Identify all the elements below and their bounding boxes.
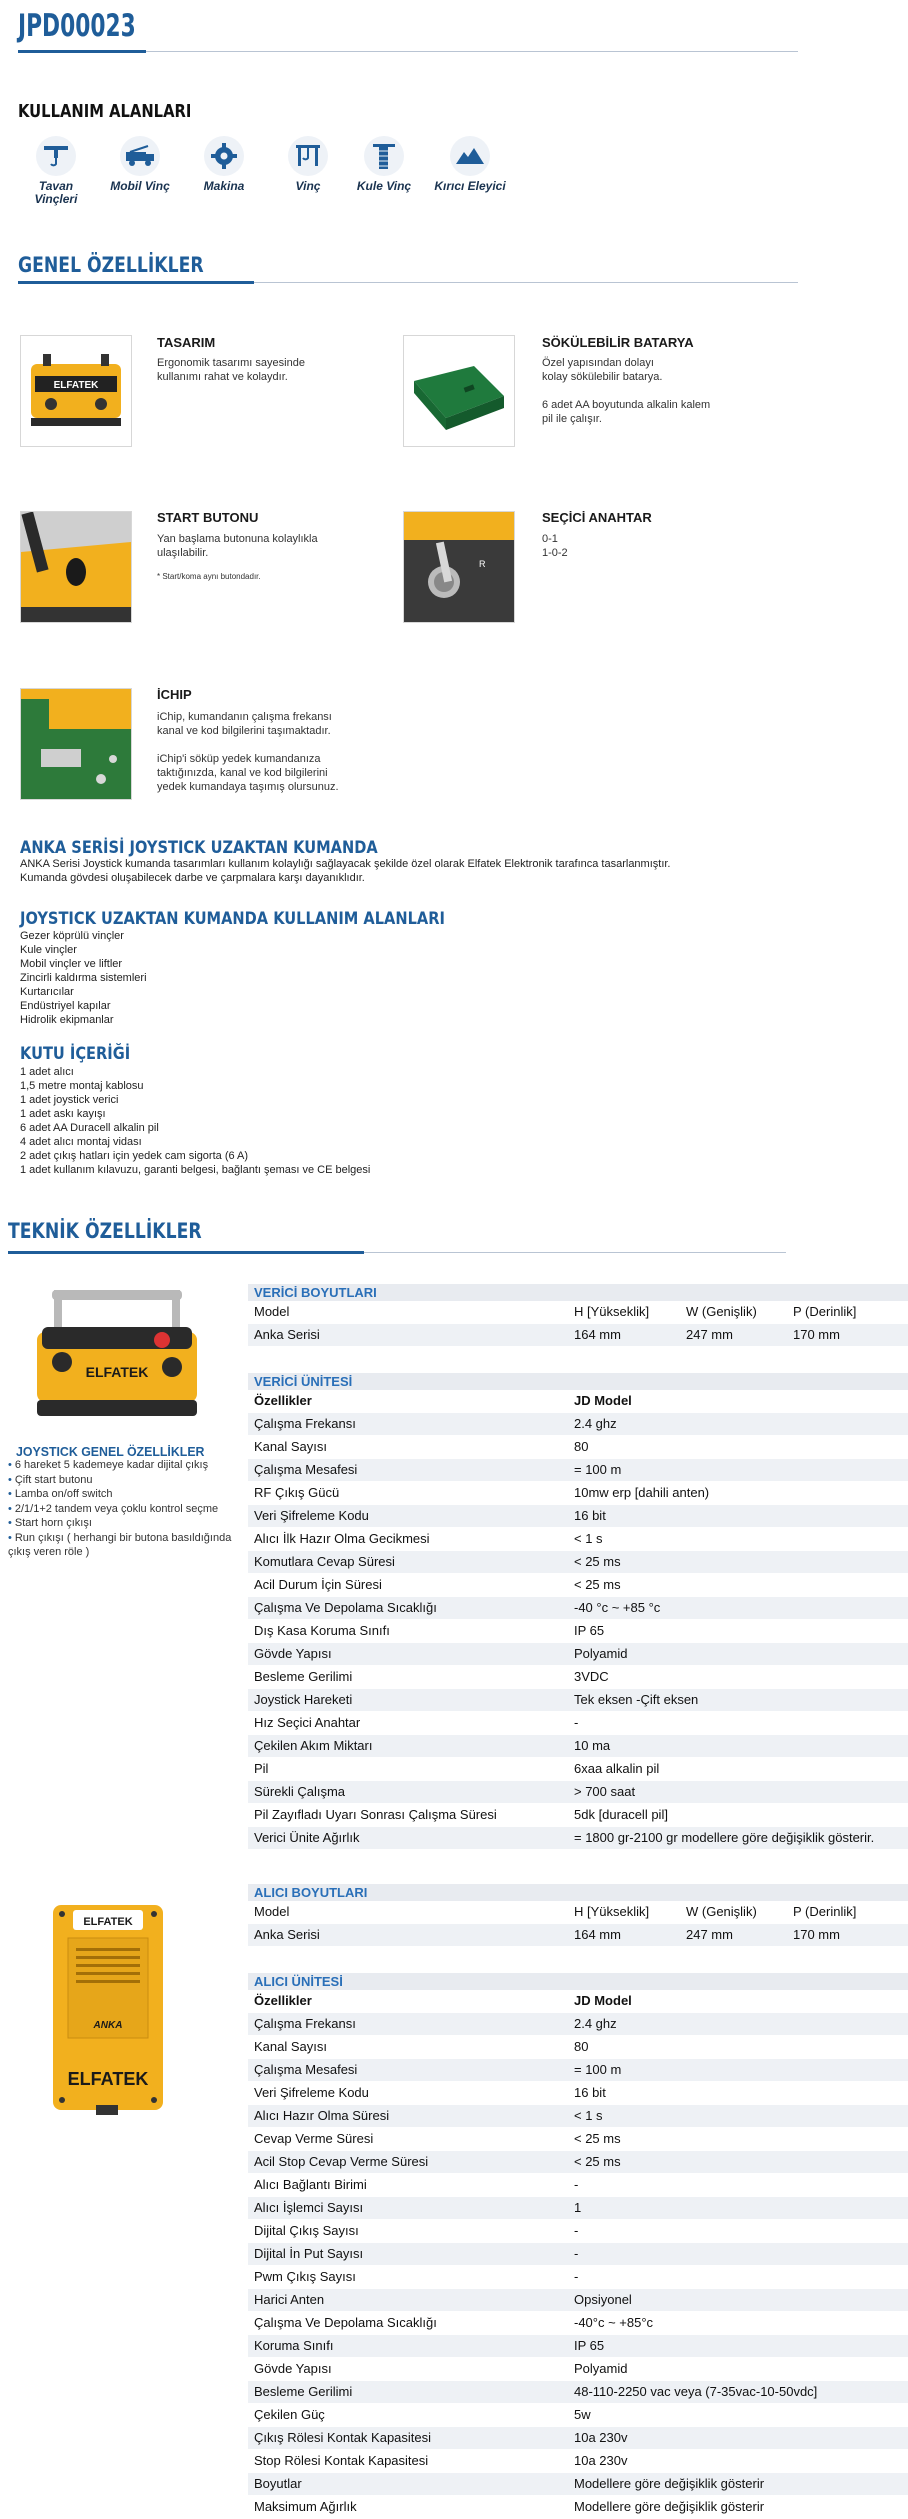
table-cell: Alıcı İşlemci Sayısı [254,2200,364,2215]
list-item: Zincirli kaldırma sistemleri [20,972,147,984]
battery-image [403,335,515,447]
list-item: 4 adet alıcı montaj vidası [20,1136,142,1148]
table-cell: Maksimum Ağırlık [254,2499,357,2514]
table-cell: Tek eksen -Çift eksen [574,1692,699,1707]
table-cell: - [574,1715,579,1730]
list-item: 1 adet alıcı [20,1066,74,1078]
feature-text: iChip, kumandanın çalışma frekansı kanal ve kod bilgilerini taşımaktadır. iChip'i söküp yedek kumandanıza taktığınızda, kanal ve kod bilgilerini yedek kumandaya taşımış olursunuz. [157,711,339,793]
table-row [248,1643,908,1666]
technical-heading: TEKNİK ÖZELLİKLER [8,1219,202,1243]
table-cell: Kanal Sayısı [254,2039,327,2054]
table-row [248,2496,908,2519]
usage-item [16,136,96,206]
list-item: 1,5 metre montaj kablosu [20,1080,144,1092]
usage-label: Mobil Vinç [110,179,170,193]
brand-logo: ELFATEK [85,1364,149,1380]
table-row [248,2036,908,2059]
table-row [248,2151,908,2174]
joystick-general-list [8,1458,238,1560]
table-cell: Verici Ünite Ağırlık [254,1830,360,1845]
hoist-icon [288,136,328,176]
table-cell: 170 mm [793,1327,840,1342]
table-row [248,2450,908,2473]
table-row [248,2243,908,2266]
table-row [248,2174,908,2197]
receiver-label: ANKA [93,2020,123,2031]
table-title: VERİCİ BOYUTLARI [248,1284,908,1301]
table-cell: Kanal Sayısı [254,1439,327,1454]
page-title: JPD00023 [18,8,136,44]
list-item: Kule vinçler [20,944,77,956]
table-cell: 247 mm [686,1927,733,1942]
list-item: Kurtarıcılar [20,986,74,998]
table-row [248,1990,908,2013]
table-cell: IP 65 [574,2338,605,2353]
table-cell: Çalışma Ve Depolama Sıcaklığı [254,2315,437,2330]
feature-note: * Start/koma aynı butondadır. [157,572,261,581]
joystick-general-title: JOYSTICK GENEL ÖZELLİKLER [16,1444,205,1459]
table-row [248,1758,908,1781]
table-title: ALICI BOYUTLARI [248,1884,908,1901]
table-cell: 1 [574,2200,582,2215]
box-heading: KUTU İÇERİĞİ [20,1044,131,1064]
table-row [248,2358,908,2381]
table-cell: 6xaa alkalin pil [574,1761,660,1776]
table-cell: 5dk [duracell pil] [574,1807,668,1822]
list-item: • 6 hareket 5 kademeye kadar dijital çıkış [8,1458,238,1473]
table-cell: = 100 m [574,1462,622,1477]
table-cell: Modellere göre değişiklik gösterir [574,2499,765,2514]
table-row [248,1689,908,1712]
feature-title: TASARIM [157,335,216,350]
table-row [248,2404,908,2427]
table-cell: Harici Anten [254,2292,325,2307]
brand-logo: ELFATEK [53,380,99,391]
list-item: • Lamba on/off switch [8,1487,238,1502]
general-accent-bar [18,281,254,284]
table-cell: H [Yükseklik] [574,1904,650,1919]
brand-logo: ELFATEK [83,1916,133,1928]
table-row [248,1781,908,1804]
table-cell: < 25 ms [574,2154,621,2169]
table-row [248,1324,908,1347]
list-item: Endüstriyel kapılar [20,1000,111,1012]
table-cell: Çalışma Mesafesi [254,1462,358,1477]
feature-text: 0-1 1-0-2 [542,533,568,559]
table-cell: Pil [254,1761,269,1776]
table-cell: Pwm Çıkış Sayısı [254,2269,356,2284]
transmitter-image [22,1282,212,1432]
table-row [248,2335,908,2358]
table-cell: < 1 s [574,1531,603,1546]
table-cell: JD Model [574,1993,632,2008]
table-cell: Polyamid [574,1646,628,1661]
usage-label: Makina [203,179,245,193]
table-cell: P (Derinlik] [793,1904,857,1919]
table-row [248,1528,908,1551]
feature-title: START BUTONU [157,510,259,525]
table-cell: Anka Serisi [254,1327,320,1342]
list-item: 2 adet çıkış hatları için yedek cam sigorta (6 A) [20,1150,249,1162]
usage-item [430,136,510,193]
table-cell: Özellikler [254,1393,312,1408]
transmitter-unit-table [248,1373,908,1850]
table-cell: Gövde Yapısı [254,1646,332,1661]
table-cell: Alıcı İlk Hazır Olma Gecikmesi [254,1531,430,1546]
table-cell: Model [254,1904,290,1919]
table-cell: < 25 ms [574,1554,621,1569]
usage-item [344,136,424,193]
table-cell: JD Model [574,1393,632,1408]
table-row [248,1551,908,1574]
mobile-crane-truck-icon [120,136,160,176]
table-cell: 5w [574,2407,591,2422]
table-cell: Hız Seçici Anahtar [254,1715,361,1730]
crusher-icon [450,136,490,176]
table-cell: 164 mm [574,1327,621,1342]
list-item: • Run çıkışı ( herhangi bir butona basıldığında çıkış veren röle ) [8,1531,238,1560]
table-cell: Alıcı Bağlantı Birimi [254,2177,367,2192]
table-row [248,2128,908,2151]
table-cell: Joystick Hareketi [254,1692,353,1707]
table-cell: -40 °c ~ +85 °c [574,1600,661,1615]
table-cell: Dijital İn Put Sayısı [254,2246,364,2261]
feature-title: SÖKÜLEBİLİR BATARYA [542,335,694,350]
table-cell: Besleme Gerilimi [254,2384,353,2399]
table-row [248,1505,908,1528]
table-cell: Besleme Gerilimi [254,1669,353,1684]
selector-switch-image [403,511,515,623]
ceiling-crane-icon [36,136,76,176]
table-cell: H [Yükseklik] [574,1304,650,1319]
table-cell: 10a 230v [574,2453,628,2468]
table-cell: Çalışma Ve Depolama Sıcaklığı [254,1600,437,1615]
table-cell: Komutlara Cevap Süresi [254,1554,395,1569]
table-cell: 10mw erp [dahili anten) [574,1485,710,1500]
receiver-dims-table [248,1884,908,1947]
table-cell: < 1 s [574,2108,603,2123]
table-cell: - [574,2246,579,2261]
table-cell: Polyamid [574,2361,628,2376]
table-row [248,1459,908,1482]
table-row [248,2013,908,2036]
list-item: • 2/1/1+2 tandem veya çoklu kontrol seçme [8,1502,238,1517]
table-cell: Çıkış Rölesi Kontak Kapasitesi [254,2430,432,2445]
feature-title: İCHIP [157,687,192,702]
list-item: 6 adet AA Duracell alkalin pil [20,1122,159,1134]
table-cell: -40°c ~ +85°c [574,2315,654,2330]
list-item: 1 adet kullanım kılavuzu, garanti belgesi, bağlantı şeması ve CE belgesi [20,1164,371,1176]
table-cell: 10a 230v [574,2430,628,2445]
start-button-image [20,511,132,623]
transmitter-dims-table [248,1284,908,1347]
receiver-unit-table [248,1973,908,2519]
table-cell: 2.4 ghz [574,1416,617,1431]
technical-accent-bar [8,1251,364,1254]
table-row [248,1574,908,1597]
feature-text: Ergonomik tasarımı sayesinde kullanımı rahat ve kolaydır. [157,357,305,383]
table-cell: - [574,2269,579,2284]
table-row [248,1924,908,1947]
list-item: • Çift start butonu [8,1473,238,1488]
table-row [248,1804,908,1827]
table-cell: Opsiyonel [574,2292,632,2307]
usage-item [100,136,180,193]
table-row [248,1301,908,1324]
receiver-image [48,1900,168,2115]
tower-crane-icon [364,136,404,176]
table-cell: 247 mm [686,1327,733,1342]
table-cell: Veri Şifreleme Kodu [254,1508,369,1523]
list-item: 1 adet joystick verici [20,1094,119,1106]
table-cell: Koruma Sınıfı [254,2338,334,2353]
usage-label: Kırıcı Eleyici [434,179,506,193]
table-row [248,1482,908,1505]
table-cell: Özellikler [254,1993,312,2008]
table-cell: Çalışma Mesafesi [254,2062,358,2077]
joystick-usage-heading: JOYSTICK UZAKTAN KUMANDA KULLANIM ALANLARI [20,909,445,929]
joystick-usage-list [20,929,147,1027]
table-cell: Pil Zayıfladı Uyarı Sonrası Çalışma Süresi [254,1807,497,1822]
table-cell: > 700 saat [574,1784,636,1799]
table-row [248,2197,908,2220]
table-cell: Sürekli Çalışma [254,1784,346,1799]
table-row [248,2427,908,2450]
table-cell: Acil Stop Cevap Verme Süresi [254,2154,429,2169]
table-cell: Çalışma Frekansı [254,1416,356,1431]
table-cell: Veri Şifreleme Kodu [254,2085,369,2100]
table-cell: Dış Kasa Koruma Sınıfı [254,1623,390,1638]
table-title: VERİCİ ÜNİTESİ [248,1373,908,1390]
table-cell: RF Çıkış Gücü [254,1485,340,1500]
box-list [20,1065,370,1177]
table-cell: < 25 ms [574,2131,621,2146]
list-item: • Start horn çıkışı [8,1516,238,1531]
table-row [248,2059,908,2082]
table-row [248,1712,908,1735]
table-cell: Stop Rölesi Kontak Kapasitesi [254,2453,429,2468]
table-cell: 10 ma [574,1738,611,1753]
table-cell: 164 mm [574,1927,621,1942]
table-cell: 80 [574,2039,589,2054]
ichip-image [20,688,132,800]
table-cell: W (Genişlik) [686,1304,757,1319]
table-cell: - [574,2177,579,2192]
usage-item [184,136,264,193]
table-cell: 80 [574,1439,589,1454]
list-item: 1 adet askı kayışı [20,1108,106,1120]
table-row [248,2105,908,2128]
table-cell: = 100 m [574,2062,622,2077]
table-title: ALICI ÜNİTESİ [248,1973,908,1990]
table-row [248,1666,908,1689]
table-row [248,1413,908,1436]
table-cell: Cevap Verme Süresi [254,2131,374,2146]
table-cell: 3VDC [574,1669,609,1684]
table-cell: Gövde Yapısı [254,2361,332,2376]
table-row [248,2473,908,2496]
usage-heading: KULLANIM ALANLARI [18,101,192,122]
table-row [248,2266,908,2289]
brand-logo: ELFATEK [67,2069,149,2089]
table-cell: 48-110-2250 vac veya (7-35vac-10-50vdc] [574,2384,818,2399]
table-cell: Model [254,1304,290,1319]
table-cell: - [574,2223,579,2238]
table-row [248,2220,908,2243]
table-row [248,1735,908,1758]
title-accent-bar [18,50,146,53]
table-row [248,1901,908,1924]
table-row [248,1436,908,1459]
usage-label: Tavan Vinçleri [34,179,78,206]
table-cell: = 1800 gr-2100 gr modellere göre değişiklik gösterir. [574,1830,875,1845]
gear-icon [204,136,244,176]
usage-label: Kule Vinç [356,179,412,193]
svg-text:R: R [479,559,486,569]
table-cell: Çalışma Frekansı [254,2016,356,2031]
table-cell: Dijital Çıkış Sayısı [254,2223,359,2238]
table-cell: < 25 ms [574,1577,621,1592]
table-cell: Çekilen Güç [254,2407,325,2422]
anka-heading: ANKA SERİSİ JOYSTICK UZAKTAN KUMANDA [20,838,378,858]
table-row [248,1620,908,1643]
list-item: Mobil vinçler ve liftler [20,958,123,970]
feature-text: Özel yapısından dolayı kolay sökülebilir batarya. 6 adet AA boyutunda alkalin kalem pil ile çalışır. [542,357,711,425]
table-cell: Çekilen Akım Miktarı [254,1738,373,1753]
table-cell: Acil Durum İçin Süresi [254,1577,382,1592]
feature-title: SEÇİCİ ANAHTAR [542,510,652,525]
table-cell: IP 65 [574,1623,605,1638]
table-cell: 2.4 ghz [574,2016,617,2031]
table-cell: W (Genişlik) [686,1904,757,1919]
table-row [248,2381,908,2404]
general-heading: GENEL ÖZELLİKLER [18,253,204,277]
table-cell: 16 bit [574,2085,606,2100]
usage-item [268,136,348,193]
table-row [248,2312,908,2335]
list-item: Gezer köprülü vinçler [20,930,124,942]
table-cell: Boyutlar [254,2476,302,2491]
usage-label: Vinç [295,179,321,193]
table-row [248,1597,908,1620]
table-cell: 16 bit [574,1508,606,1523]
table-row [248,1390,908,1413]
feature-text: Yan başlama butonuna kolaylıkla ulaşılabilir. [157,533,318,559]
table-cell: Modellere göre değişiklik gösterir [574,2476,765,2491]
table-cell: P (Derinlik] [793,1304,857,1319]
table-cell: Anka Serisi [254,1927,320,1942]
table-cell: 170 mm [793,1927,840,1942]
table-row [248,1827,908,1850]
table-cell: Alıcı Hazır Olma Süresi [254,2108,390,2123]
table-row [248,2082,908,2105]
table-row [248,2289,908,2312]
list-item: Hidrolik ekipmanlar [20,1014,114,1026]
anka-text: ANKA Serisi Joystick kumanda tasarımları kullanım kolaylığı sağlayacak şekilde özel olarak Elfatek Elektronik tarafınca tasarlanmıştır. Kumanda gövdesi oluşabilecek darbe ve çarpmalara karşı dayanıklıdır. [20,858,671,884]
design-image [20,335,132,447]
